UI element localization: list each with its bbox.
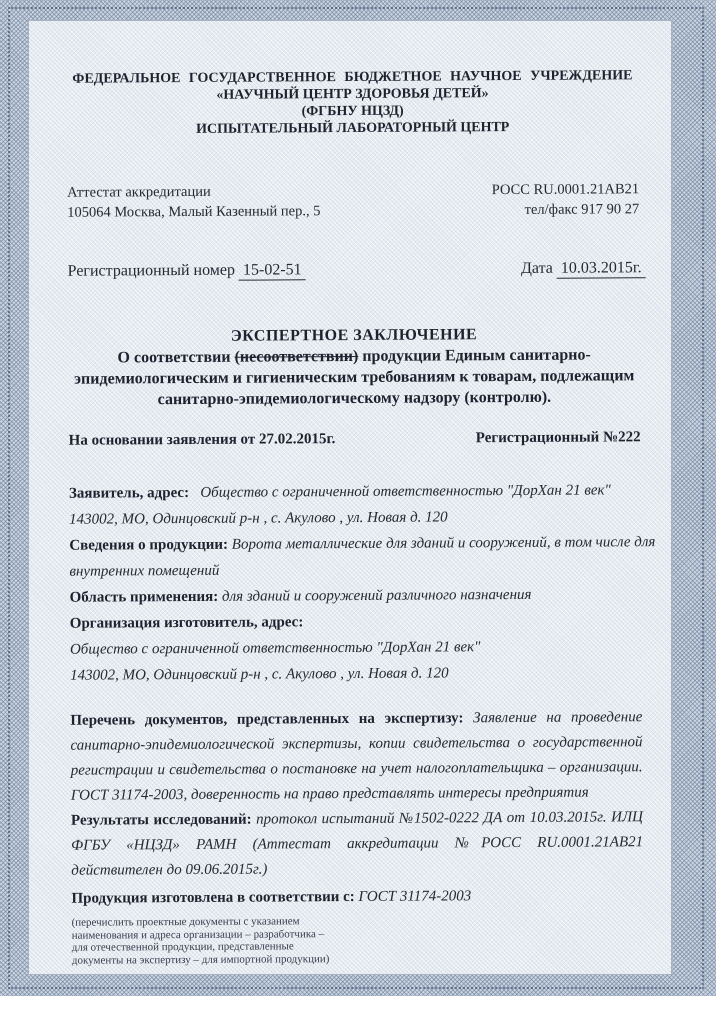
organization-header bbox=[66, 67, 638, 138]
registration-date-group bbox=[521, 257, 646, 280]
footnote-line3: для отечественной продукции, представленные bbox=[71, 940, 294, 954]
title-line1-prefix: О соответствии bbox=[117, 348, 235, 367]
accreditation-right bbox=[492, 179, 640, 220]
applicant-address: 143002, МО, Одинцовский р-н , с. Акулово , ул. Новая д. 120 bbox=[69, 509, 448, 528]
accreditation-number: РОСС RU.0001.21АВ21 bbox=[491, 181, 640, 199]
footnote-line4: документы на экспертизу – для импортной продукции) bbox=[71, 952, 330, 967]
scope-value: для зданий и сооружений различного назначения bbox=[221, 586, 532, 605]
struck-word: (несоответствии) bbox=[234, 347, 359, 366]
registration-number: 15-02-51 bbox=[239, 261, 306, 280]
applicant-value: Общество с ограниченной ответственностью "ДорХан 21 век" bbox=[200, 482, 611, 501]
title-line3: санитарно-эпидемиологическому надзору (контролю). bbox=[157, 388, 552, 409]
certificate-content bbox=[26, 19, 674, 976]
manufacturer-value-line bbox=[70, 633, 642, 662]
accreditation-label: Аттестат аккредитации bbox=[67, 183, 211, 201]
accreditation-row bbox=[67, 179, 639, 222]
title-heading: ЭКСПЕРТНОЕ ЗАКЛЮЧЕНИЕ bbox=[230, 326, 478, 345]
product-value: Ворота металлические для зданий и сооружений, в том числе для bbox=[231, 534, 656, 553]
applicant-line bbox=[69, 477, 641, 506]
conformity-value: ГОСТ 31174-2003 bbox=[358, 888, 472, 905]
org-name-line3: (ФГБНУ НЦЗД) bbox=[301, 103, 404, 120]
scope-line bbox=[70, 581, 642, 610]
results-label: Результаты исследований: bbox=[70, 811, 252, 829]
conformity-label: Продукция изготовлена в соответствии с: bbox=[71, 888, 355, 907]
applicant-label: Заявитель, адрес: bbox=[68, 484, 190, 502]
documents-label: Перечень документов, представленных на экспертизу: bbox=[70, 710, 464, 729]
date-value: 10.03.2015г. bbox=[557, 259, 646, 279]
documents-value: Заявление на проведение санитарно-эпидемиологической экспертизы, копии свидетельства о государственной регистрации и свидетельства о постановке на учет налогоплательщика – организации. ГОСТ 31174-2003, доверенность на право представлять интересы предприятия bbox=[70, 709, 643, 804]
manufacturer-label: Организация изготовитель, адрес: bbox=[69, 614, 304, 632]
registration-number-group bbox=[68, 259, 306, 282]
scope-label: Область применения: bbox=[69, 588, 219, 606]
results-paragraph bbox=[71, 805, 643, 883]
accreditation-left bbox=[67, 181, 320, 223]
accreditation-phone: тел/факс 917 90 27 bbox=[524, 201, 640, 218]
conformity-line bbox=[71, 883, 643, 911]
date-label: Дата bbox=[520, 259, 553, 277]
registration-row bbox=[68, 257, 640, 282]
manufacturer-address-line bbox=[70, 659, 642, 688]
results-value: протокол испытаний №1502-0222 ДА от 10.03.2015г. ИЛЦ ФГБУ «НЦЗД» РАМН (Аттестат аккредитации №РОСС RU.0001.21АВ21 действителен до 09.06.2015г.) bbox=[71, 809, 644, 879]
details-block bbox=[68, 477, 656, 688]
footnote-line2: наименования и адреса организации – разработчика – bbox=[71, 927, 325, 942]
footnote bbox=[72, 915, 442, 966]
accreditation-address: 105064 Москва, Малый Казенный пер., 5 bbox=[67, 203, 321, 221]
product-value2: внутренних помещений bbox=[69, 562, 220, 580]
org-name-line2: «НАУЧНЫЙ ЦЕНТР ЗДОРОВЬЯ ДЕТЕЙ» bbox=[216, 86, 489, 103]
registration-label: Регистрационный номер bbox=[67, 261, 236, 280]
product-label: Сведения о продукции: bbox=[69, 536, 229, 554]
manufacturer-value: Общество с ограниченной ответственностью "ДорХан 21 век" bbox=[69, 639, 481, 658]
title-line2: эпидемиологическим и гигиеническим требованиям к товарам, подлежащим bbox=[74, 367, 635, 388]
registration-no-222: Регистрационный №222 bbox=[475, 429, 641, 447]
document-title bbox=[68, 323, 641, 410]
manufacturer-label-line bbox=[70, 607, 642, 636]
applicant-address-line bbox=[69, 503, 641, 532]
product-line bbox=[69, 529, 656, 558]
org-name-line1: ФЕДЕРАЛЬНОЕ ГОСУДАРСТВЕННОЕ БЮДЖЕТНОЕ НАУЧНОЕ УЧРЕЖДЕНИЕ bbox=[72, 68, 633, 87]
basis-row bbox=[69, 427, 641, 450]
basis-statement: На основании заявления от 27.02.2015г. bbox=[68, 431, 336, 449]
org-name-line4: ИСПЫТАТЕЛЬНЫЙ ЛАБОРАТОРНЫЙ ЦЕНТР bbox=[196, 120, 510, 137]
title-line1-suffix: продукции Единым санитарно- bbox=[358, 346, 591, 365]
footnote-line1: (перечислить проектные документы с указанием bbox=[71, 915, 300, 929]
certificate-paper bbox=[28, 20, 672, 975]
manufacturer-address: 143002, МО, Одинцовский р-н , с. Акулово , ул. Новая д. 120 bbox=[70, 665, 449, 684]
documents-paragraph bbox=[70, 705, 643, 808]
product-line2 bbox=[69, 555, 641, 584]
